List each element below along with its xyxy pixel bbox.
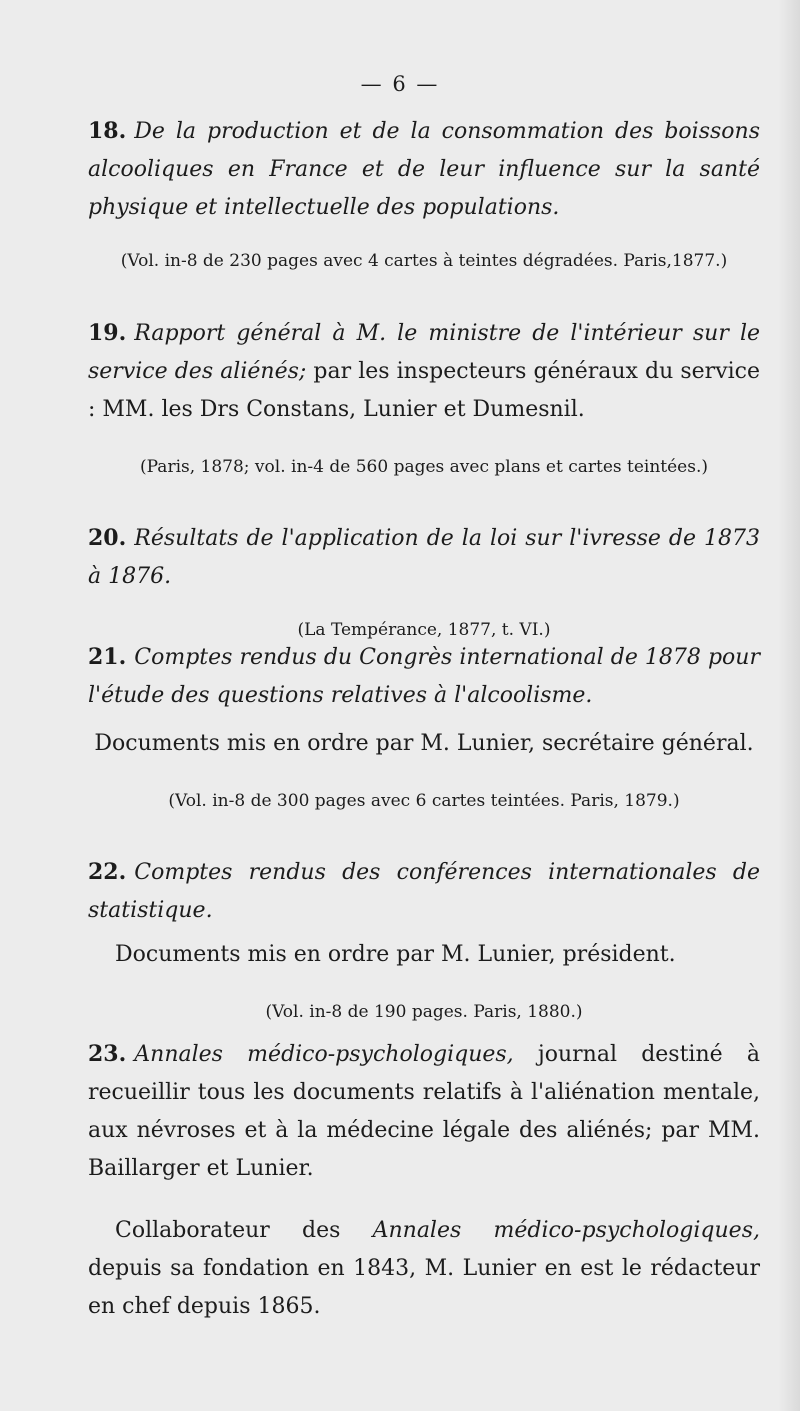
- bibliography-entry-19: [88, 314, 760, 481]
- page-number: — 6 —: [360, 72, 440, 96]
- entry-title: Rapport général à M. le ministre de l'intérieur sur le service des aliénés;: [88, 321, 760, 384]
- entry-number: 18.: [88, 118, 127, 144]
- collaborator-paragraph: [88, 1212, 760, 1326]
- entry-title: Comptes rendus des conférences internationales de statistique.: [88, 860, 760, 923]
- entry-title: Résultats de l'application de la loi sur l'ivresse de 1873 à 1876.: [88, 526, 760, 589]
- entry-description: journal destiné à recueillir tous les documents relatifs à l'aliénation mentale, aux névroses et à la médecine légale des aliénés; par MM. Baillarger et Lunier.: [88, 1042, 760, 1181]
- collaborator-prefix: Collaborateur des: [115, 1218, 341, 1243]
- bibliography-entry-21: [88, 638, 760, 815]
- entry-heading: [88, 1035, 760, 1188]
- bibliography-entry-23: [88, 1035, 760, 1326]
- collaborator-suffix: depuis sa fondation en 1843, M. Lunier en est le rédacteur en chef depuis 1865.: [88, 1256, 760, 1319]
- entry-title: Comptes rendus du Congrès international de 1878 pour l'étude des questions relatives à l'alcoolisme.: [88, 645, 760, 708]
- entry-documents-line: Documents mis en ordre par M. Lunier, président.: [115, 942, 676, 967]
- page-edge-shadow: [778, 0, 800, 1411]
- collaborator-journal-title: Annales médico-psychologiques,: [372, 1218, 760, 1243]
- entry-authors: par les inspecteurs généraux du service : MM. les Drs Constans, Lunier et Dumesnil.: [88, 359, 761, 422]
- bibliography-entry-20: [88, 519, 760, 644]
- entry-number: 19.: [88, 320, 127, 346]
- bibliography-entry-18: [88, 112, 760, 275]
- entry-note: (Vol. in-8 de 300 pages avec 6 cartes teintées. Paris, 1879.): [168, 791, 680, 811]
- entry-heading: [88, 638, 760, 715]
- entry-title: Annales médico-psychologiques,: [134, 1042, 514, 1067]
- bibliography-entry-22: [88, 853, 760, 1026]
- entry-documents-line: Documents mis en ordre par M. Lunier, secrétaire général.: [94, 731, 754, 756]
- entry-number: 21.: [88, 644, 127, 670]
- entry-number: 23.: [88, 1041, 127, 1067]
- entry-heading: [88, 314, 760, 429]
- entry-number: 20.: [88, 525, 127, 551]
- entry-heading: [88, 112, 760, 227]
- entry-note: (La Tempérance, 1877, t. VI.): [297, 620, 551, 640]
- entry-heading: [88, 853, 760, 930]
- entry-note: (Vol. in-8 de 230 pages avec 4 cartes à teintes dégradées. Paris,1877.): [120, 251, 728, 271]
- entry-number: 22.: [88, 859, 127, 885]
- entry-note: (Vol. in-8 de 190 pages. Paris, 1880.): [265, 1002, 583, 1022]
- entry-heading: [88, 519, 760, 596]
- entry-title: De la production et de la consommation des boissons alcooliques en France et de leur influence sur la santé physique et intellectuelle des populations.: [88, 119, 760, 220]
- entry-note: (Paris, 1878; vol. in-4 de 560 pages avec plans et cartes teintées.): [140, 457, 708, 477]
